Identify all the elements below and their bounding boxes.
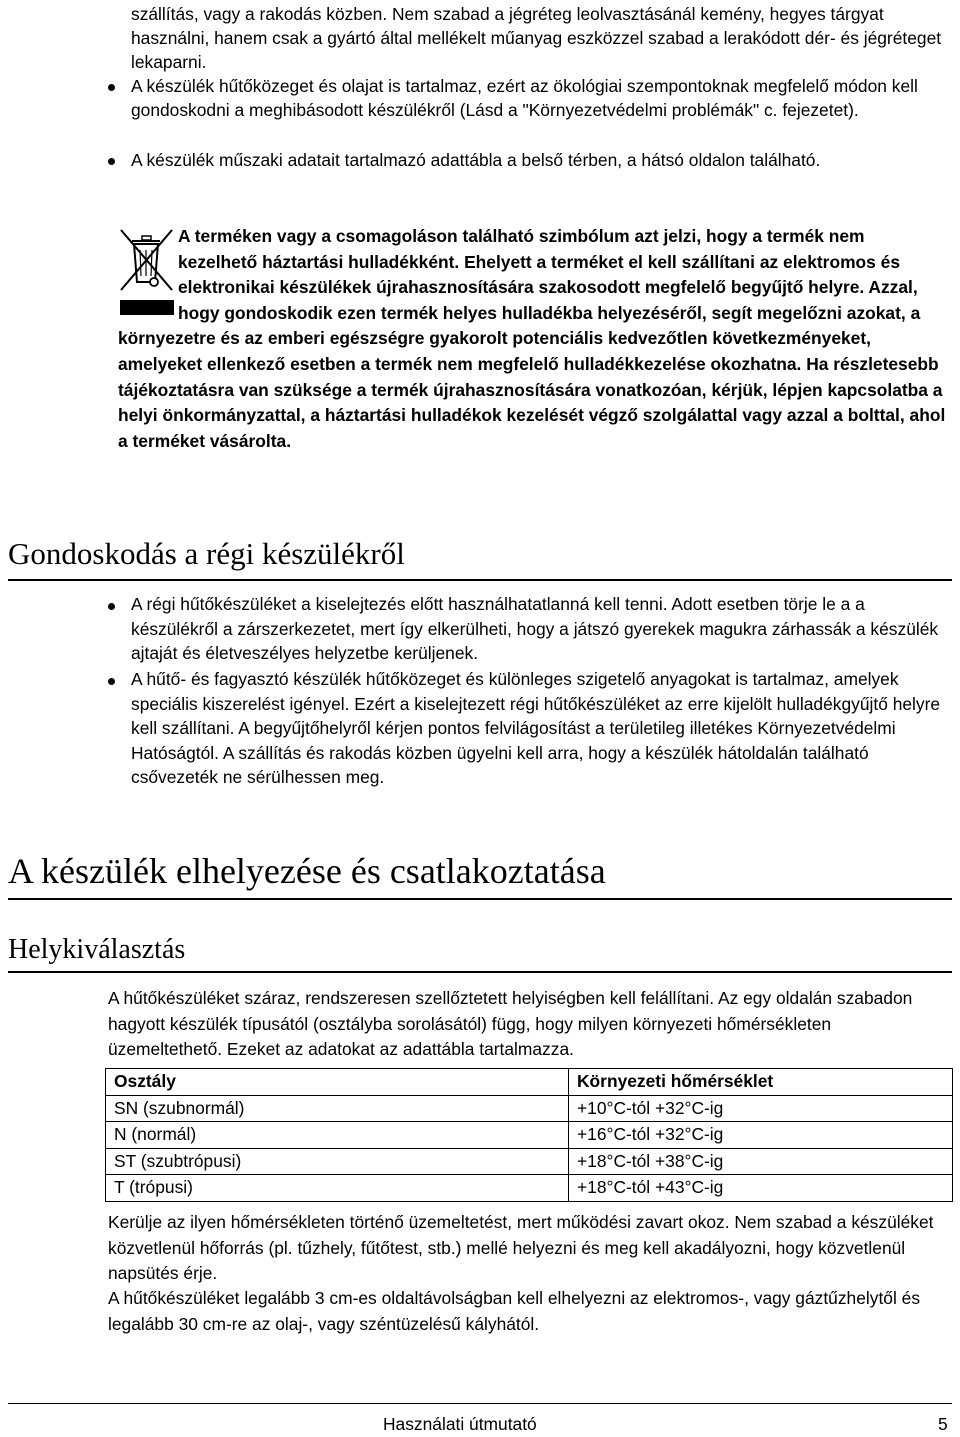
placement-warning-paragraph: Kerülje az ilyen hőmérsékleten történő üzemeltetést, mert működési zavart okoz. Nem szabad a készüléket közvetlenül hőforrás (pl. tűzhely, fűtőtest, stb.) mellé helyezni és meg kell akadályozni, hogy közvetlenül napsütés érje. xyxy=(108,1212,934,1283)
table-row xyxy=(106,1095,953,1122)
footer-title: Használati útmutató xyxy=(383,1414,537,1434)
weee-icon-spacer xyxy=(118,224,178,324)
table-cell-temp: +10°C-tól +32°C-ig xyxy=(569,1095,953,1122)
table-row xyxy=(106,1148,953,1175)
table-cell-temp: +18°C-tól +38°C-ig xyxy=(569,1148,953,1175)
subheading-location-selection: Helykiválasztás xyxy=(8,934,186,965)
bullet-rating-plate: A készülék műszaki adatait tartalmazó adattábla a belső térben, a hátsó oldalon található. xyxy=(131,150,821,170)
table-cell-class: SN (szubnormál) xyxy=(106,1095,569,1122)
table-row xyxy=(106,1175,953,1202)
table-row xyxy=(106,1122,953,1149)
table-cell-class: T (trópusi) xyxy=(106,1175,569,1202)
page-number: 5 xyxy=(938,1414,948,1434)
bullet-refrigerant-disposal: A készülék hűtőközeget és olajat is tartalmaz, ezért az ökológiai szempontoknak megfelelő módon kell gondoskodni a meghibásodott készülékről (Lásd a "Környezetvédelmi problémák" c. fejezetet). xyxy=(131,76,918,121)
table-cell-temp: +16°C-tól +32°C-ig xyxy=(569,1122,953,1149)
heading-rule xyxy=(8,579,952,581)
weee-notice-text xyxy=(118,224,948,454)
bullet-disable-lock: A régi hűtőkészüléket a kiselejtezés előtt használhatatlanná kell tenni. Adott esetben törje le a a készülékről a zárszerkezetet, mert így elkerülheti, hogy a játszó gyerekek magukra zárhassák a készülék ajtaját és életveszélyes helyzetbe kerüljenek. xyxy=(131,594,939,664)
bullet-dot xyxy=(108,84,115,91)
table-header-ambient-temp: Környezeti hőmérséklet xyxy=(569,1069,953,1096)
table-cell-class: ST (szubtrópusi) xyxy=(106,1148,569,1175)
table-header-class: Osztály xyxy=(106,1069,569,1096)
section-heading-old-appliance: Gondoskodás a régi készülékről xyxy=(8,536,405,571)
bullet-dot xyxy=(108,603,115,610)
table-cell-class: N (normál) xyxy=(106,1122,569,1149)
weee-notice-body: A terméken vagy a csomagoláson található szimbólum azt jelzi, hogy a termék nem kezelhető háztartási hulladékként. Ehelyett a terméket el kell szállítani az elektromos és elektronikai készülékek újrahasznosítására szakosodott megfelelő begyűjtő helyre. Azzal, hogy gondoskodik ezen termék helyes hulladékba helyezéséről, segít megelőzni azokat, a környezetre és az emberi egészségre gyakorolt potenciális kedvezőtlen következményeket, amelyeket ellenkező esetben a termék nem megfelelő hulladékkezelése okozhatna. Ha részletesebb tájékoztatásra van szüksége a termék újrahasznosítására vonatkozóan, kérjük, lépjen kapcsolatba a helyi önkormányzattal, a háztartási hulladékok kezelését végző szolgálattal vagy azzal a bolttal, ahol a terméket vásárolta. xyxy=(118,226,946,451)
table-header-row xyxy=(106,1069,953,1096)
bullet-dot xyxy=(108,678,115,685)
placement-intro-paragraph: A hűtőkészüléket száraz, rendszeresen szellőztetett helyiségben kell felállítani. Az egy oldalán szabadon hagyott készülék típusától (osztályba sorolásától) függ, hogy milyen környezeti hőmérsékleten üzemeltethető. Ezeket az adatokat az adattábla tartalmazza. xyxy=(108,988,913,1059)
bullet-refrigerant-collection: A hűtő- és fagyasztó készülék hűtőközeget és különleges szigetelő anyagokat is tartalmaz, amelyek speciális kiszerelést igényel. Ezért a kiselejtezett régi hűtőkészüléket az erre kijelölt hulladékgyűjtő helyre kell szállítani. A begyűjtőhelyről kérjen pontos felvilágosítást a területileg illetékes Környezetvédelmi Hatóságtól. A szállítás és rakodás közben ügyelni kell arra, hogy a készülék hátoldalán található csővezeték ne sérülhessen meg. xyxy=(131,669,941,788)
bullet-dot xyxy=(108,158,115,165)
section-heading-placement: A készülék elhelyezése és csatlakoztatása xyxy=(8,851,606,891)
subheading-rule xyxy=(8,971,952,973)
table-cell-temp: +18°C-tól +43°C-ig xyxy=(569,1175,953,1202)
continuation-paragraph: szállítás, vagy a rakodás közben. Nem szabad a jégréteg leolvasztásánál kemény, hegyes tárgyat használni, hanem csak a gyártó által mellékelt műanyag eszközzel szabad a lerakódott dér- és jégréteget lekaparni. xyxy=(131,4,942,73)
climate-class-table xyxy=(105,1068,953,1202)
heading-rule xyxy=(8,898,952,900)
footer-rule xyxy=(8,1403,952,1404)
placement-distance-paragraph: A hűtőkészüléket legalább 3 cm-es oldaltávolságban kell elhelyezni az elektromos-, vagy gáztűzhelytől és legalább 30 cm-re az olaj-, vagy széntüzelésű kályhától. xyxy=(108,1288,921,1334)
